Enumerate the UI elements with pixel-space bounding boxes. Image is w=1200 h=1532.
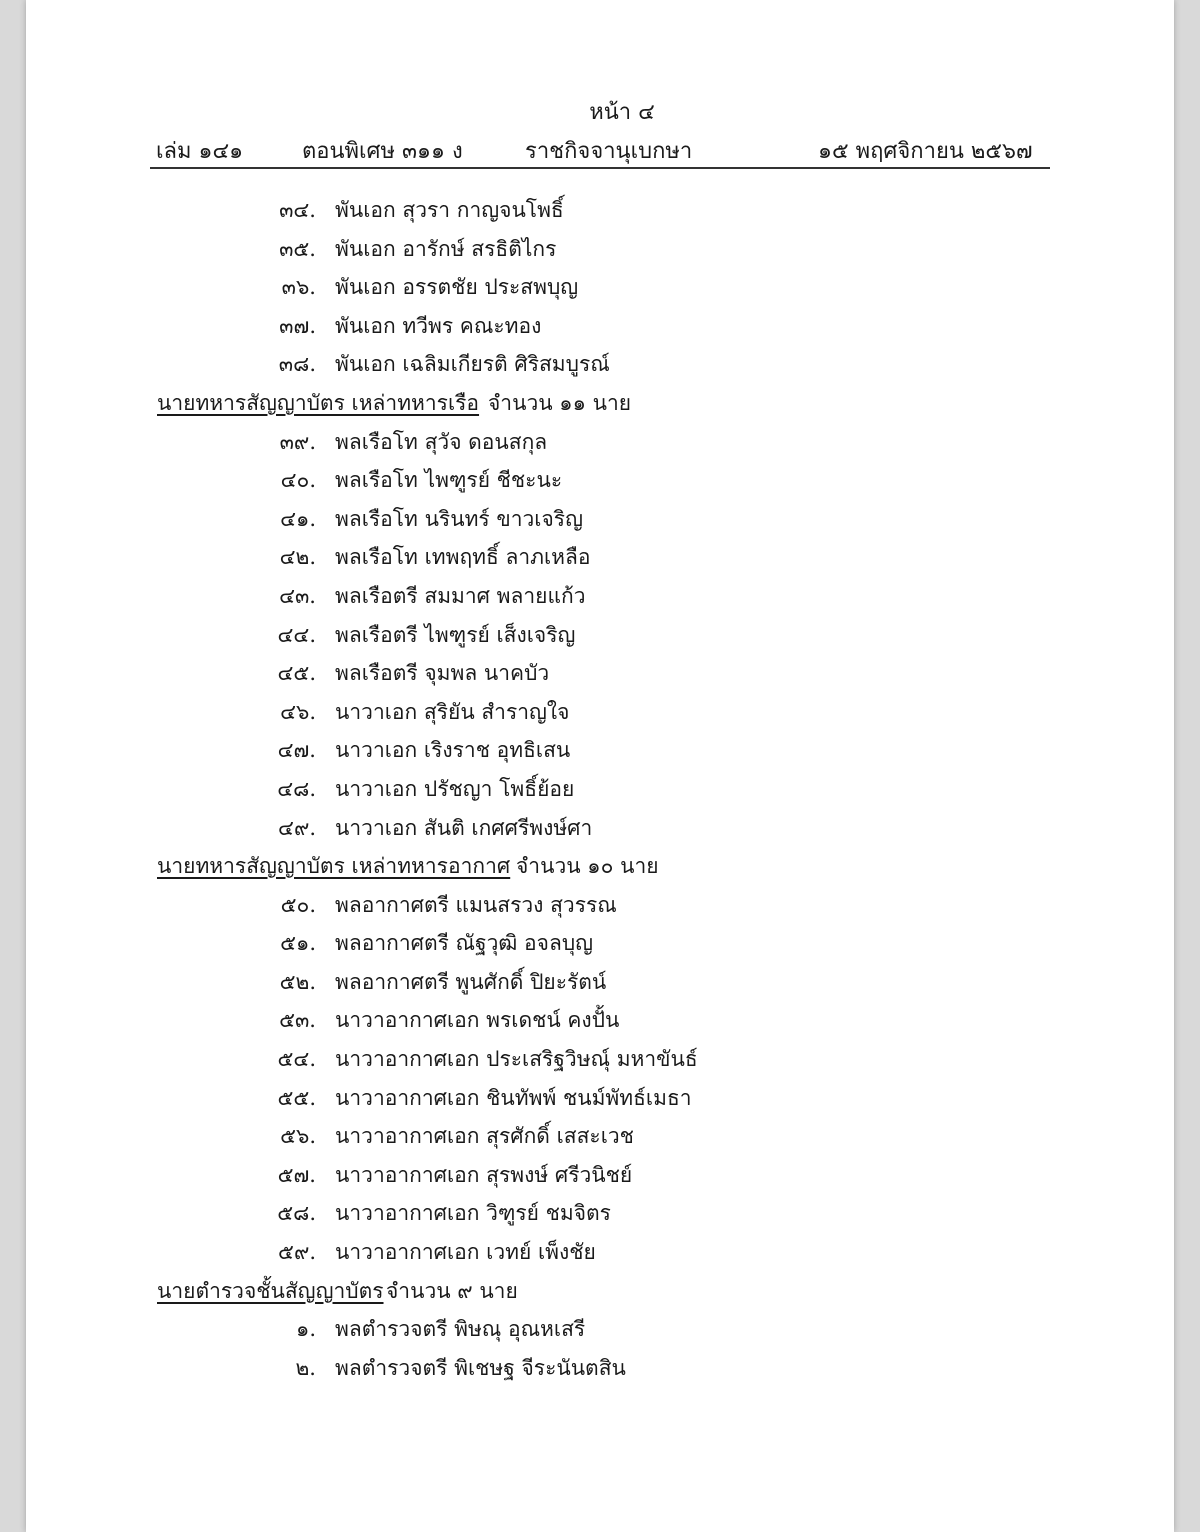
header-issue: ตอนพิเศษ ๓๑๑ ง [302, 139, 463, 164]
item-number: ๔๔. [277, 622, 316, 647]
item-name: พันเอก อารักษ์ สรธิติไกร [335, 236, 557, 261]
item-number: ๔๙. [278, 815, 316, 840]
section-title: นายทหารสัญญาบัตร เหล่าทหารอากาศ [157, 854, 511, 879]
item-number: ๓๗. [279, 313, 316, 338]
list-item [26, 960, 1174, 999]
item-number: ๕๑. [280, 931, 316, 956]
item-number: ๕๖. [280, 1124, 316, 1149]
item-number: ๔๑. [280, 506, 316, 531]
item-number: ๓๘. [278, 352, 316, 377]
section-count: จำนวน ๙ นาย [386, 1278, 518, 1303]
item-number: ๕๓. [279, 1008, 316, 1033]
list-item [26, 806, 1174, 845]
item-name: พลตำรวจตรี พิเชษฐ จีระนันตสิน [335, 1355, 626, 1380]
list-item [26, 1230, 1174, 1269]
item-number: ๕๔. [277, 1047, 316, 1072]
item-name: นาวาเอก สุริยัน สำราญใจ [335, 699, 570, 724]
item-name: นาวาอากาศเอก สุรพงษ์ ศรีวนิชย์ [335, 1162, 633, 1187]
item-name: นาวาอากาศเอก ประเสริฐวิษณุ์ มหาขันธ์ [335, 1047, 698, 1072]
list-item [26, 188, 1174, 227]
item-name: นาวาเอก ปรัชญา โพธิ์ย้อย [335, 776, 575, 801]
item-number: ๕๗. [277, 1162, 316, 1187]
item-name: นาวาอากาศเอก ชินทัพพ์ ชนม์พัทธ์เมธา [335, 1085, 692, 1110]
section-title: นายทหารสัญญาบัตร เหล่าทหารเรือ [157, 390, 480, 415]
list-item [26, 690, 1174, 729]
list-item [26, 921, 1174, 960]
section-count: จำนวน ๑๑ นาย [488, 390, 632, 415]
item-name: นาวาเอก สันติ เกศศรีพงษ์ศา [335, 815, 593, 840]
document-page [26, 0, 1174, 1532]
header-gazette-title: ราชกิจจานุเบกษา [525, 139, 693, 164]
list-item [26, 1307, 1174, 1346]
list-item [26, 535, 1174, 574]
list-item [26, 1076, 1174, 1115]
item-name: พันเอก สุวรา กาญจนโพธิ์ [335, 198, 564, 222]
item-name: พลอากาศตรี ณัฐวุฒิ อจลบุญ [335, 931, 594, 956]
item-name: พลอากาศตรี แมนสรวง สุวรรณ [335, 892, 617, 917]
item-number: ๔๒. [279, 545, 316, 570]
item-name: พลตำรวจตรี พิษณุ อุณหเสรี [335, 1317, 586, 1342]
section-heading-police [26, 1269, 1174, 1308]
list-item [26, 651, 1174, 690]
list-item [26, 227, 1174, 266]
item-name: นาวาอากาศเอก เวทย์ เพ็งชัย [335, 1240, 596, 1265]
item-name: พลเรือโท สุวัจ ดอนสกุล [335, 429, 548, 454]
item-name: พันเอก ทวีพร คณะทอง [335, 313, 542, 338]
list-item [26, 613, 1174, 652]
item-number: ๔๕. [277, 661, 316, 686]
page-number: หน้า ๔ [589, 100, 655, 125]
item-name: พันเอก เฉลิมเกียรติ ศิริสมบูรณ์ [335, 352, 610, 377]
list-item [26, 342, 1174, 381]
item-number: ๑. [295, 1317, 316, 1342]
list-item [26, 1037, 1174, 1076]
item-number: ๔๖. [280, 699, 316, 724]
list-item [26, 1114, 1174, 1153]
item-name: พลเรือตรี สมมาศ พลายแก้ว [335, 583, 586, 608]
item-name: พลเรือตรี จุมพล นาคบัว [335, 661, 550, 686]
item-name: พลเรือโท นรินทร์ ขาวเจริญ [335, 506, 583, 531]
item-number: ๒. [295, 1355, 316, 1380]
item-number: ๕๘. [277, 1201, 316, 1226]
list-item [26, 574, 1174, 613]
item-name: นาวาอากาศเอก วิฑูรย์ ชมจิตร [335, 1201, 611, 1226]
item-name: พลเรือโท ไพฑูรย์ ชีชะนะ [335, 468, 563, 493]
item-number: ๕๕. [277, 1085, 316, 1110]
section-heading-air-force [26, 844, 1174, 883]
item-number: ๓๖. [281, 275, 316, 300]
item-name: นาวาเอก เริงราช อุทธิเสน [335, 738, 571, 763]
item-name: นาวาอากาศเอก สุรศักดิ์ เสสะเวช [335, 1124, 634, 1149]
item-number: ๓๕. [279, 236, 316, 261]
list-item [26, 1191, 1174, 1230]
item-name: พลเรือตรี ไพฑูรย์ เส็งเจริญ [335, 622, 576, 647]
item-number: ๕๒. [279, 969, 316, 994]
item-number: ๕๐. [280, 892, 316, 917]
item-name: พลอากาศตรี พูนศักดิ์ ปิยะรัตน์ [335, 969, 607, 994]
item-number: ๔๘. [277, 776, 316, 801]
list-item [26, 1346, 1174, 1385]
list-item [26, 767, 1174, 806]
item-name: พลเรือโท เทพฤทธิ์ ลาภเหลือ [335, 545, 591, 570]
item-number: ๓๔. [279, 198, 316, 222]
list-item [26, 998, 1174, 1037]
section-title: นายตำรวจชั้นสัญญาบัตร [157, 1278, 384, 1303]
item-name: พันเอก อรรตชัย ประสพบุญ [335, 275, 579, 300]
list-item [26, 420, 1174, 459]
section-count: จำนวน ๑๐ นาย [516, 854, 659, 879]
list-item [26, 497, 1174, 536]
item-name: นาวาอากาศเอก พรเดชน์ คงปั้น [335, 1008, 620, 1033]
list-item [26, 458, 1174, 497]
header-date: ๑๕ พฤศจิกายน ๒๕๖๗ [818, 139, 1033, 164]
list-item [26, 728, 1174, 767]
list-item [26, 304, 1174, 343]
item-number: ๓๙. [279, 429, 316, 454]
item-number: ๔๓. [279, 583, 316, 608]
list-item [26, 265, 1174, 304]
item-number: ๔๗. [277, 738, 316, 763]
list-item [26, 1153, 1174, 1192]
list-item [26, 883, 1174, 922]
section-heading-navy [26, 381, 1174, 420]
header-volume: เล่ม ๑๔๑ [156, 139, 244, 164]
item-number: ๔๐. [280, 468, 316, 493]
gazette-header [150, 133, 1050, 169]
item-number: ๕๙. [278, 1240, 316, 1265]
appointee-list [26, 188, 1174, 1384]
